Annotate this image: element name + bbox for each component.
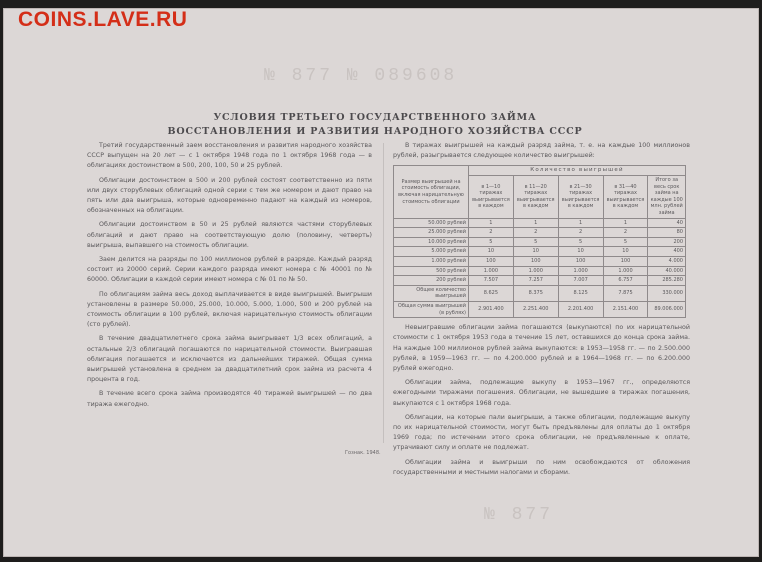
terms-paragraph: Облигации займа, подлежащие выкупу в 1953—1967 гг., определяются ежегодными тиражами погашения. Облигации, не вышедшие в тиражах погашения, выкупаются с 1 октября 1968 года.: [393, 379, 690, 407]
table-cell: 10: [469, 247, 514, 257]
terms-paragraph: Заем делится на разряды по 100 миллионов рублей в разряде. Каждый разряд состоит из 20000 серий. Серии каждого разряда имеют номера с № 40001 по № 60000. Облигации в каждой серии имеют номера с № 01 по № 50.: [87, 256, 372, 284]
table-corner-header: Размер выигрышей на стоимость облигации, включая нарицательную стоимость облигации: [394, 166, 469, 218]
table-cell: 1.000: [603, 266, 648, 276]
table-cell: 80: [648, 228, 686, 238]
table-cell: 4.000: [648, 256, 686, 266]
total-sum-label: Общая сумма выигрышей (в рублях): [394, 301, 469, 317]
table-cell: 5: [513, 237, 558, 247]
terms-paragraph: В течение всего срока займа производятся 40 тиражей выигрышей — по два тиража ежегодно.: [87, 390, 372, 408]
prize-amount-cell: 10.000 рублей: [394, 237, 469, 247]
prize-distribution-table: [393, 165, 686, 318]
table-cell: 6.757: [603, 276, 648, 286]
table-cell: 7.257: [513, 276, 558, 286]
column-divider: [383, 143, 384, 443]
table-row: [394, 247, 686, 257]
table-cell: 10: [558, 247, 603, 257]
table-cell: 10: [513, 247, 558, 257]
table-cell: 285.280: [648, 276, 686, 286]
prize-amount-cell: 25.000 рублей: [394, 228, 469, 238]
table-row: [394, 266, 686, 276]
prize-table-intro: В тиражах выигрышей на каждый разряд займа, т. е. на каждые 100 миллионов рублей, разыгрывается следующее количество выигрышей:: [393, 142, 690, 160]
table-cell: 7.007: [558, 276, 603, 286]
terms-paragraph: В течение двадцатилетнего срока займа выигрывает 1/3 всех облигаций, а остальные 2/3 облигаций погашаются по нарицательной стоимости. Выигравшая облигация погашается и исключается из дальнейших тиражей. Общая сумма выигрышей установлена в среднем за двадцатилетний срок займа из расчета 4 процента в год.: [87, 335, 372, 384]
table-cell: 89.006.000: [648, 301, 686, 317]
total-count-label: Общее количество выигрышей: [394, 285, 469, 301]
table-cell: 2.901.400: [469, 301, 514, 317]
site-watermark: COINS.LAVE.RU: [18, 8, 188, 31]
table-cell: 1: [603, 218, 648, 228]
prize-amount-cell: 5.000 рублей: [394, 247, 469, 257]
table-cell: 2.201.400: [558, 301, 603, 317]
terms-paragraph: Облигации достоинством в 500 и 200 рублей состоят соответственно из пяти или двух сторублевых облигаций одной серии с тем же номером и дают право на пять или два выигрыша, которые одновременно падают на каждый из номеров, обозначенных на облигации.: [87, 176, 372, 215]
table-cell: 40: [648, 218, 686, 228]
table-cell: 2: [603, 228, 648, 238]
prize-amount-cell: 500 рублей: [394, 266, 469, 276]
left-column-terms: [87, 141, 372, 414]
table-cell: 1: [558, 218, 603, 228]
table-row: [394, 237, 686, 247]
table-cell: 1.000: [469, 266, 514, 276]
bottom-serial-show-through: № 877: [484, 505, 554, 525]
table-cell: 100: [513, 256, 558, 266]
table-cell: 2: [558, 228, 603, 238]
terms-paragraph: Облигации займа и выигрыши по ним освобождаются от обложения государственными и местными налогами и сборами.: [393, 458, 690, 476]
table-cell: 2.251.400: [513, 301, 558, 317]
table-column-header: в 11—20 тиражах выигрывается в каждом: [513, 176, 558, 219]
table-total-sum-row: [394, 301, 686, 317]
table-cell: 8.625: [469, 285, 514, 301]
table-cell: 100: [558, 256, 603, 266]
table-cell: 40.000: [648, 266, 686, 276]
table-column-header: в 31—40 тиражах выигрывается в каждом: [603, 176, 648, 219]
table-cell: 1: [513, 218, 558, 228]
table-column-header: в 1—10 тиражах выигрывается в каждом: [469, 176, 514, 219]
terms-paragraph: По облигациям займа весь доход выплачивается в виде выигрышей. Выигрыши установлены в размере 50.000, 25.000, 10.000, 5.000, 1.000, 500 и 200 рублей на стоимость облигации в 100 рублей, включая нарицательную стоимость облигации (сто рублей).: [87, 290, 372, 329]
terms-paragraph: Третий государственный заем восстановления и развития народного хозяйства СССР выпущен на 20 лет — с 1 октября 1948 года по 1 октября 1968 года — в облигациях достоинством в 500, 200, 100, 50 и 25 рублей.: [87, 142, 372, 170]
table-row: [394, 218, 686, 228]
table-column-header: в 21—30 тиражах выигрывается в каждом: [558, 176, 603, 219]
prize-amount-cell: 1.000 рублей: [394, 256, 469, 266]
table-cell: 1.000: [513, 266, 558, 276]
table-group-header: Количество выигрышей: [469, 166, 686, 176]
right-column-terms: [393, 141, 690, 482]
terms-paragraph: Невыигравшие облигации займа погашаются (выкупаются) по их нарицательной стоимости с 1 октября 1953 года в течение 15 лет, оставшихся до конца срока займа. На каждые 100 миллионов рублей займа выкупаются: в 1953—1958 гг. — по 2.500.000 рублей, в 1959—1963 гг. — по 4.200.000 рублей и в 1964—1968 гг. — по 6.200.000 рублей ежегодно.: [393, 324, 690, 372]
table-row: [394, 256, 686, 266]
document-title-line-1: УСЛОВИЯ ТРЕТЬЕГО ГОСУДАРСТВЕННОГО ЗАЙМА: [213, 112, 537, 123]
table-cell: 2: [513, 228, 558, 238]
table-cell: 1.000: [558, 266, 603, 276]
table-cell: 330.000: [648, 285, 686, 301]
table-cell: 1: [469, 218, 514, 228]
terms-paragraph: Облигации, на которые пали выигрыши, а также облигации, подлежащие выкупу по их нарицательной стоимости, могут быть предъявлены для оплаты до 1 октября 1969 года; по истечении этого срока облигации, не предъявленные к оплате, утрачивают силу и оплате не подлежат.: [393, 413, 690, 452]
terms-paragraph: Облигации достоинством в 50 и 25 рублей являются частями сторублевых облигаций и дают право на соответствующую долю (половину, четверть) выигрыша, выпавшего на стоимость облигации.: [87, 221, 372, 249]
table-cell: 5: [603, 237, 648, 247]
table-total-count-row: [394, 285, 686, 301]
table-cell: 7.507: [469, 276, 514, 286]
prize-amount-cell: 50.000 рублей: [394, 218, 469, 228]
table-cell: 2: [469, 228, 514, 238]
table-cell: 7.875: [603, 285, 648, 301]
table-cell: 100: [469, 256, 514, 266]
table-cell: 5: [469, 237, 514, 247]
table-column-header: Итого за весь срок займа на каждые 100 млн. рублей займа: [648, 176, 686, 219]
table-cell: 2.151.400: [603, 301, 648, 317]
document-title-line-2: ВОССТАНОВЛЕНИЯ И РАЗВИТИЯ НАРОДНОГО ХОЗЯЙСТВА СССР: [167, 126, 583, 137]
table-cell: 200: [648, 237, 686, 247]
table-cell: 5: [558, 237, 603, 247]
table-cell: 400: [648, 247, 686, 257]
table-cell: 10: [603, 247, 648, 257]
printer-mark: Гознак. 1948.: [345, 450, 381, 456]
prize-amount-cell: 200 рублей: [394, 276, 469, 286]
table-cell: 100: [603, 256, 648, 266]
table-row: [394, 276, 686, 286]
table-cell: 8.375: [513, 285, 558, 301]
table-cell: 8.125: [558, 285, 603, 301]
table-row: [394, 228, 686, 238]
serial-number-show-through: № 877 № 089608: [264, 66, 458, 86]
